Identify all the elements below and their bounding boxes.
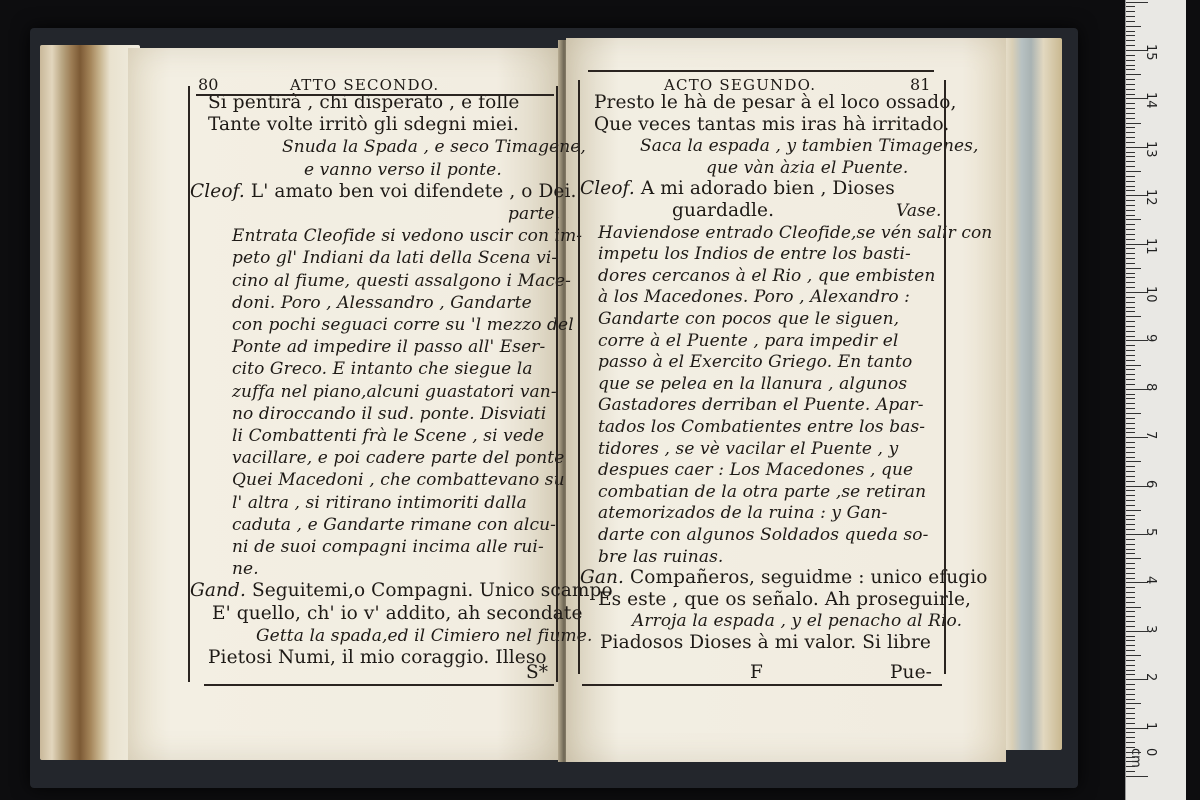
- line-text: dores cercanos à el Rio , que embisten: [598, 265, 936, 286]
- line-text: Que veces tantas mis iras hà irritado.: [594, 113, 950, 135]
- ruler-tick: [1126, 476, 1135, 477]
- right-page-edges: [1000, 38, 1062, 750]
- ruler-tick: [1126, 336, 1135, 337]
- line-text: à los Macedones. Poro , Alexandro :: [598, 287, 910, 308]
- ruler-tick: [1126, 311, 1135, 312]
- ruler-tick: [1126, 297, 1135, 298]
- ruler-tick: [1126, 602, 1135, 603]
- ruler-tick: [1126, 771, 1135, 772]
- ruler-tick: [1126, 713, 1135, 714]
- ruler-tick: [1126, 418, 1135, 419]
- ruler-tick: [1126, 2, 1148, 3]
- ruler-tick: [1126, 510, 1141, 511]
- ruler-tick: [1126, 35, 1135, 36]
- line-text: zuffa nel piano,alcuni guastatori van-: [232, 381, 557, 402]
- ruler-tick: [1126, 307, 1135, 308]
- line-text: tidores , se vè vacilar el Puente , y: [598, 438, 899, 459]
- ruler-tick: [1126, 79, 1135, 80]
- ruler-tick: [1126, 103, 1135, 104]
- ruler-tick: [1126, 423, 1135, 424]
- ruler-tick: [1126, 16, 1135, 17]
- right-page-number: 81: [910, 75, 931, 94]
- ruler-tick: [1126, 611, 1135, 612]
- ruler-tick: [1126, 108, 1135, 109]
- line-text: Piadosos Dioses à mi valor. Si libre: [600, 632, 931, 653]
- ruler-tick: [1126, 757, 1135, 758]
- ruler-tick: [1126, 60, 1135, 61]
- ruler-tick: [1126, 461, 1141, 462]
- ruler-number: 2: [1143, 673, 1158, 682]
- ruler-tick: [1126, 447, 1135, 448]
- right-signature: F: [750, 662, 763, 683]
- ruler-tick: [1126, 302, 1135, 303]
- ruler-tick: [1126, 287, 1135, 288]
- ruler-tick: [1126, 181, 1135, 182]
- ruler-tick: [1126, 355, 1135, 356]
- ruler-tick: [1126, 89, 1135, 90]
- ruler-tick: [1126, 84, 1135, 85]
- right-header-rule: [588, 70, 934, 72]
- line-text: ne.: [232, 559, 259, 580]
- ruler-tick: [1126, 26, 1141, 27]
- ruler-tick: [1126, 670, 1135, 671]
- ruler-tick: [1126, 616, 1135, 617]
- ruler-tick: [1126, 394, 1135, 395]
- line-text: Entrata Cleofide si vedono uscir con im-: [232, 226, 583, 247]
- line-text: ni de suoi compagni incima alle rui-: [232, 537, 544, 557]
- ruler-tick: [1126, 94, 1135, 95]
- ruler-tick: [1126, 316, 1141, 317]
- line-text: combatian de la otra parte ,se retiran: [598, 481, 927, 502]
- ruler-tick: [1126, 365, 1141, 366]
- ruler-tick: [1126, 239, 1135, 240]
- speaker-label: Gand.: [190, 580, 246, 602]
- ruler-tick: [1126, 640, 1135, 641]
- ruler-tick: [1126, 137, 1135, 138]
- left-signature: S*: [526, 662, 549, 683]
- ruler-tick: [1126, 258, 1135, 259]
- line-text: Compañeros, seguidme : unico efugio: [630, 567, 988, 589]
- ruler-number: 7: [1143, 431, 1158, 440]
- ruler-tick: [1126, 732, 1135, 733]
- ruler-tick: [1126, 621, 1135, 622]
- line-text: guardadle.: [672, 200, 775, 221]
- ruler-tick: [1126, 263, 1135, 264]
- line-text: que vàn àzia el Puente.: [706, 157, 909, 178]
- ruler-tick: [1126, 539, 1135, 540]
- ruler-tick: [1126, 413, 1141, 414]
- line-text: que se pelea en la llanura , algunos: [598, 373, 908, 394]
- left-running-head: ATTO SECONDO.: [290, 76, 440, 94]
- ruler-number: 10: [1143, 286, 1158, 303]
- line-text: passo à el Exercito Griego. En tanto: [598, 352, 913, 373]
- right-running-head: ACTO SEGUNDO.: [664, 76, 817, 94]
- ruler-tick: [1126, 607, 1141, 608]
- line-text: despues caer : Los Macedones , que: [598, 460, 914, 481]
- line-text: L' amato ben voi difendete , o Dei.: [250, 180, 577, 202]
- ruler-tick: [1126, 350, 1135, 351]
- ruler-tick: [1126, 360, 1135, 361]
- speaker-label: Cleof.: [190, 180, 245, 202]
- ruler-tick: [1126, 553, 1135, 554]
- line-text: A mi adorado bien , Dioses: [640, 178, 895, 200]
- ruler-tick: [1126, 766, 1135, 767]
- ruler-tick: [1126, 655, 1141, 656]
- ruler-number: 14: [1143, 92, 1158, 109]
- ruler-tick: [1126, 123, 1141, 124]
- ruler-tick: [1126, 248, 1135, 249]
- ruler-tick: [1126, 524, 1135, 525]
- ruler-number: 11: [1143, 237, 1158, 255]
- ruler-tick: [1126, 118, 1135, 119]
- ruler-number: 9: [1143, 334, 1158, 343]
- speaker-label: Gan.: [580, 567, 625, 589]
- line-text: Gastadores derriban el Puente. Apar-: [598, 395, 924, 416]
- line-text: no diroccando il sud. ponte. Disviati: [232, 403, 547, 424]
- line-text: cino al fiume, questi assalgono i Mace-: [232, 270, 571, 291]
- ruler-tick: [1126, 549, 1135, 550]
- ruler-tick: [1126, 665, 1135, 666]
- ruler-tick: [1126, 176, 1135, 177]
- ruler-tick: [1126, 747, 1135, 748]
- ruler-tick: [1126, 466, 1135, 467]
- ruler-tick: [1126, 132, 1135, 133]
- ruler-tick: [1126, 21, 1135, 22]
- ruler-tick: [1126, 374, 1135, 375]
- line-text: parte.: [508, 204, 561, 224]
- right-catchword: Pue-: [890, 662, 932, 683]
- ruler-tick: [1126, 718, 1135, 719]
- line-text: tados los Combatientes entre los bas-: [598, 417, 926, 437]
- ruler-tick: [1126, 398, 1135, 399]
- ruler-tick: [1126, 650, 1135, 651]
- line-text: impetu los Indios de entre los basti-: [598, 244, 911, 265]
- ruler-tick: [1126, 215, 1135, 216]
- ruler-unit-label: 0 cm: [1128, 748, 1158, 768]
- left-footer-rule: [204, 684, 554, 686]
- ruler-tick: [1126, 708, 1135, 709]
- ruler-tick: [1126, 142, 1135, 143]
- line-text: darte con algunos Soldados queda so-: [598, 525, 929, 545]
- ruler-tick: [1126, 379, 1135, 380]
- ruler-tick: [1126, 268, 1141, 269]
- line-text: con pochi seguaci corre su 'l mezzo del: [232, 315, 574, 335]
- ruler-tick: [1126, 515, 1135, 516]
- ruler-tick: [1126, 166, 1135, 167]
- ruler-tick: [1126, 55, 1135, 56]
- ruler-tick: [1126, 171, 1141, 172]
- ruler-tick: [1126, 234, 1135, 235]
- ruler-tick: [1126, 369, 1135, 370]
- line-text: Gandarte con pocos que le siguen,: [598, 309, 900, 329]
- ruler-tick: [1126, 40, 1135, 41]
- ruler-tick: [1126, 660, 1135, 661]
- line-text: Snuda la Spada , e seco Timagene,: [282, 137, 586, 158]
- ruler-tick: [1126, 6, 1135, 7]
- ruler-tick: [1126, 752, 1141, 753]
- ruler-number: 1: [1143, 721, 1158, 730]
- ruler-tick: [1126, 558, 1141, 559]
- ruler-tick: [1126, 282, 1135, 283]
- ruler-tick: [1126, 495, 1135, 496]
- ruler-tick: [1126, 156, 1135, 157]
- ruler-tick: [1126, 161, 1135, 162]
- ruler-tick: [1126, 113, 1135, 114]
- ruler-tick: [1126, 573, 1135, 574]
- line-text: Haviendose entrado Cleofide,se vén salir con: [598, 222, 993, 243]
- ruler-tick: [1126, 568, 1135, 569]
- line-text: Vase.: [896, 201, 942, 221]
- speaker-label: Cleof.: [580, 178, 635, 200]
- line-text: li Combattenti frà le Scene , si vede: [232, 426, 545, 446]
- line-text: e vanno verso il ponte.: [304, 159, 502, 180]
- left-page-number: 80: [198, 75, 219, 94]
- ruler-tick: [1126, 457, 1135, 458]
- line-text: Seguitemi,o Compagni. Unico scampo: [251, 580, 613, 602]
- ruler-tick: [1126, 471, 1135, 472]
- line-text: doni. Poro , Alessandro , Gandarte: [232, 292, 532, 313]
- ruler-tick: [1126, 592, 1135, 593]
- ruler-number: 4: [1143, 576, 1158, 585]
- line-text: Es este , que os señalo. Ah proseguirle,: [598, 588, 972, 610]
- line-text: Tante volte irritò gli sdegni miei.: [208, 114, 519, 136]
- ruler-tick: [1126, 694, 1135, 695]
- line-text: Presto le hà de pesar à el loco ossado,: [594, 92, 957, 113]
- line-text: Ponte ad impedire il passo all' Eser-: [232, 337, 546, 358]
- measuring-ruler: [1125, 0, 1186, 800]
- ruler-tick: [1126, 65, 1135, 66]
- ruler-tick: [1126, 277, 1135, 278]
- ruler-tick: [1126, 69, 1135, 70]
- ruler-tick: [1126, 210, 1135, 211]
- ruler-tick: [1126, 219, 1141, 220]
- line-text: l' altra , si ritirano intimoriti dalla: [232, 492, 527, 513]
- ruler-tick: [1126, 742, 1135, 743]
- ruler-number: 6: [1143, 479, 1158, 488]
- ruler-tick: [1126, 626, 1135, 627]
- ruler-number: 3: [1143, 624, 1158, 634]
- ruler-number: 5: [1143, 528, 1158, 537]
- ruler-tick: [1126, 689, 1135, 690]
- ruler-tick: [1126, 636, 1135, 637]
- line-text: E' quello, ch' io v' addito, ah secondate: [212, 602, 583, 624]
- right-footer-rule: [582, 684, 942, 686]
- ruler-tick: [1126, 723, 1135, 724]
- ruler-tick: [1126, 205, 1135, 206]
- line-text: Pietosi Numi, il mio coraggio. Illeso: [208, 647, 547, 668]
- ruler-tick: [1126, 699, 1135, 700]
- ruler-tick: [1126, 331, 1135, 332]
- ruler-tick: [1126, 11, 1135, 12]
- ruler-tick: [1126, 703, 1141, 704]
- ruler-tick: [1126, 442, 1135, 443]
- ruler-tick: [1126, 253, 1135, 254]
- ruler-tick: [1126, 384, 1135, 385]
- ruler-tick: [1126, 597, 1135, 598]
- ruler-number: 8: [1143, 382, 1158, 392]
- left-page-edges: [40, 45, 140, 760]
- line-text: atemorizados de la ruina : y Gan-: [598, 503, 888, 524]
- line-text: Arroja la espada , y el penacho al Rio.: [632, 611, 963, 632]
- ruler-tick: [1126, 674, 1135, 675]
- ruler-tick: [1126, 31, 1135, 32]
- line-text: cito Greco. E intanto che siegue la: [232, 359, 533, 380]
- line-text: Si pentirà , chi disperato , e folle: [208, 92, 520, 113]
- ruler-tick: [1126, 505, 1135, 506]
- ruler-number: 13: [1143, 140, 1158, 158]
- ruler-tick: [1126, 432, 1135, 433]
- ruler-tick: [1126, 127, 1135, 128]
- line-text: Getta la spada,ed il Cimiero nel fiume.: [256, 625, 593, 646]
- ruler-tick: [1126, 490, 1135, 491]
- line-text: caduta , e Gandarte rimane con alcu-: [232, 514, 556, 535]
- ruler-tick: [1126, 645, 1135, 646]
- ruler-tick: [1126, 500, 1135, 501]
- ruler-tick: [1126, 544, 1135, 545]
- ruler-tick: [1126, 529, 1135, 530]
- line-text: peto gl' Indiani da lati della Scena vi-: [232, 248, 558, 269]
- ruler-tick: [1126, 563, 1135, 564]
- ruler-tick: [1126, 481, 1135, 482]
- ruler-tick: [1126, 45, 1135, 46]
- ruler-tick: [1126, 737, 1135, 738]
- ruler-tick: [1126, 761, 1135, 762]
- line-text: bre las ruinas.: [598, 546, 724, 567]
- ruler-tick: [1126, 452, 1135, 453]
- ruler-tick: [1126, 428, 1135, 429]
- line-text: Quei Macedoni , che combattevano su: [232, 470, 565, 491]
- line-text: vacillare, e poi cadere parte del ponte: [232, 448, 565, 469]
- ruler-tick: [1126, 229, 1135, 230]
- left-text-frame: [188, 86, 561, 682]
- ruler-tick: [1126, 578, 1135, 579]
- ruler-tick: [1126, 224, 1135, 225]
- ruler-tick: [1126, 408, 1135, 409]
- ruler-number: 15: [1143, 44, 1158, 61]
- line-text: Saca la espada , y tambien Timagenes,: [640, 136, 979, 157]
- ruler-tick: [1126, 403, 1135, 404]
- ruler-tick: [1126, 326, 1135, 327]
- ruler-number: 12: [1143, 189, 1158, 206]
- ruler-tick: [1126, 74, 1141, 75]
- ruler-tick: [1126, 200, 1135, 201]
- ruler-tick: [1126, 273, 1135, 274]
- ruler-tick: [1126, 186, 1135, 187]
- line-text: corre à el Puente , para impedir el: [598, 330, 899, 351]
- ruler-tick: [1126, 684, 1135, 685]
- ruler-tick: [1126, 190, 1135, 191]
- ruler-tick: [1126, 587, 1135, 588]
- ruler-tick: [1126, 776, 1148, 777]
- right-text-frame: [578, 80, 946, 674]
- ruler-tick: [1126, 321, 1135, 322]
- ruler-tick: [1126, 519, 1135, 520]
- ruler-tick: [1126, 152, 1135, 153]
- ruler-tick: [1126, 345, 1135, 346]
